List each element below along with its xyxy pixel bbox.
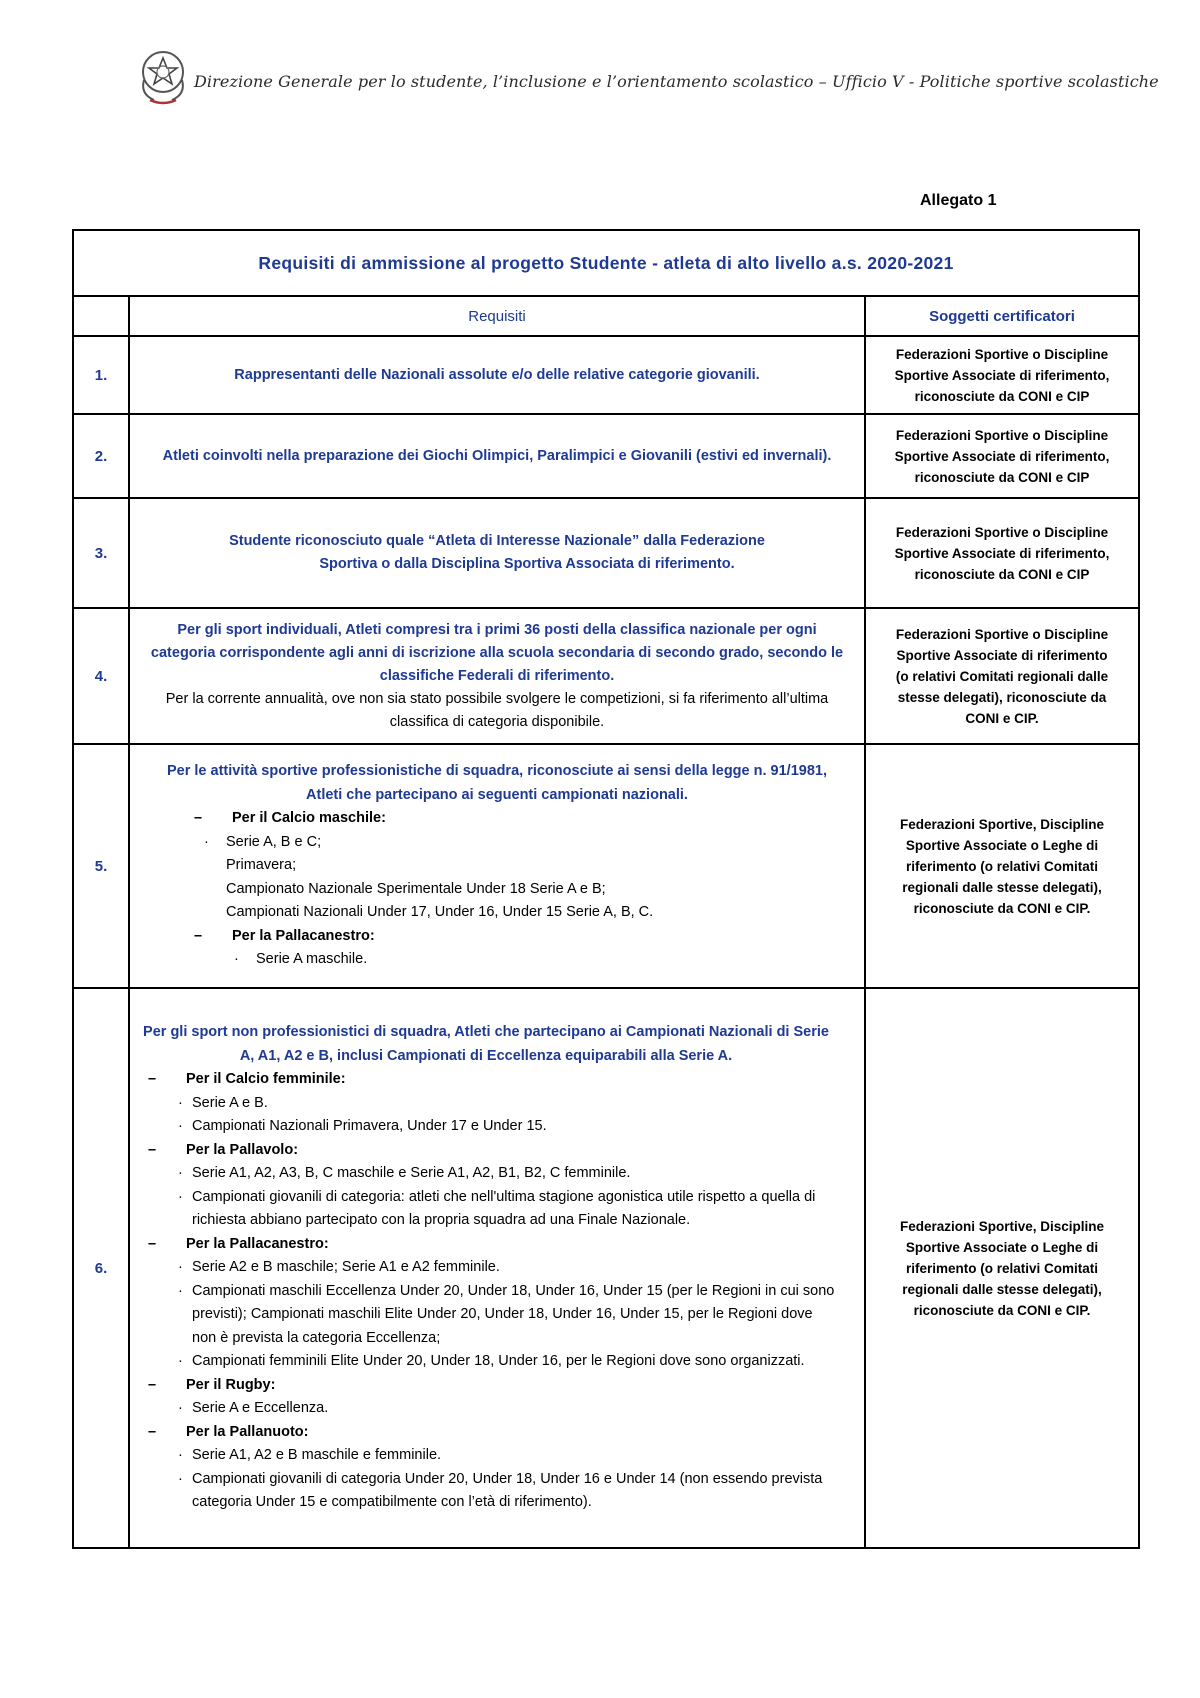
certifier-line: regionali dalle stesse delegati), bbox=[902, 1281, 1102, 1297]
certifier-line: riconosciute da CONI e CIP bbox=[914, 388, 1090, 404]
list-item: · Serie A1, A2, A3, B, C maschile e Serie A1, A2, B1, B2, C femminile. bbox=[136, 1162, 836, 1186]
requirement-text bbox=[129, 988, 865, 1548]
table-row bbox=[73, 608, 1139, 744]
list-item: · Campionati giovanili di categoria: atleti che nell'ultima stagione agonistica utile rispetto a quella di richiesta abbiano partecipato con la propria squadra ad una Finale Nazionale. bbox=[136, 1186, 836, 1233]
page-header bbox=[136, 46, 1159, 108]
list-item: Primavera; bbox=[226, 857, 297, 874]
certifier-cell bbox=[865, 498, 1139, 608]
requirement-note: Per la corrente annualità, ove non sia stato possibile svolgere le competizioni, si fa riferimento all’ultima classifica di categoria disponibile. bbox=[165, 690, 829, 730]
requirement-text bbox=[129, 608, 865, 744]
list-item: Campionato Nazionale Sperimentale Under 18 Serie A e B; bbox=[226, 880, 606, 897]
sport-heading: – Per la Pallanuoto: bbox=[136, 1421, 836, 1445]
certifier-line: riconosciute da CONI e CIP. bbox=[913, 900, 1091, 916]
list-item: · Campionati femminili Elite Under 20, Under 18, Under 16, per le Regioni dove sono organizzati. bbox=[136, 1350, 836, 1374]
sport-heading: – Per il Calcio maschile: bbox=[144, 807, 850, 831]
certifier-line: Sportive Associate o Leghe di bbox=[905, 1239, 1099, 1255]
certifier-line: riconosciute da CONI e CIP bbox=[914, 566, 1090, 582]
list-item: · Serie A2 e B maschile; Serie A1 e A2 femminile. bbox=[136, 1256, 836, 1280]
certifier-line: riferimento (o relativi Comitati bbox=[905, 858, 1099, 874]
row-number: 3. bbox=[73, 498, 129, 608]
table-title: Requisiti di ammissione al progetto Studente - atleta di alto livello a.s. 2020-2021 bbox=[73, 230, 1139, 296]
certifier-cell bbox=[865, 414, 1139, 498]
requirement-line: Sportiva o dalla Disciplina Sportiva Associata di riferimento. bbox=[319, 556, 735, 572]
requirement-main: Per gli sport individuali, Atleti compresi tra i primi 36 posti della classifica nazionale per ogni categoria corrispondente agli anni di iscrizione alla scuola secondaria di secondo grado, secondo le classifiche Federali di riferimento. bbox=[150, 621, 844, 684]
certifier-line: Sportive Associate di riferimento, bbox=[894, 367, 1110, 383]
row-number: 5. bbox=[73, 744, 129, 988]
certifier-line: regionali dalle stesse delegati), bbox=[902, 879, 1102, 895]
certifier-line: Federazioni Sportive o Discipline bbox=[895, 346, 1109, 362]
requirement-text: Atleti coinvolti nella preparazione dei Giochi Olimpici, Paralimpici e Giovanili (estivi ed invernali). bbox=[129, 414, 865, 498]
header-empty-cell bbox=[73, 296, 129, 336]
certifier-line: Federazioni Sportive, Discipline bbox=[899, 816, 1105, 832]
certifier-line: Federazioni Sportive o Discipline bbox=[895, 524, 1109, 540]
list-item: · Serie A maschile. bbox=[144, 948, 850, 972]
table-header-row bbox=[73, 296, 1139, 336]
table-row bbox=[73, 744, 1139, 988]
requirement-text: Rappresentanti delle Nazionali assolute e/o delle relative categorie giovanili. bbox=[129, 336, 865, 414]
list-item: · Serie A e B. bbox=[136, 1092, 836, 1116]
requirement-text bbox=[129, 744, 865, 988]
certifier-line: stesse delegati), riconosciute da bbox=[897, 689, 1107, 705]
list-item: · Campionati maschili Eccellenza Under 20, Under 18, Under 16, Under 15 (per le Regioni in cui sono previsti); Campionati maschili Elite Under 20, Under 18, Under 16, Under 15, per le Regioni dove non è prevista la categoria Eccellenza; bbox=[136, 1280, 836, 1351]
table-row bbox=[73, 498, 1139, 608]
certifier-line: Federazioni Sportive o Discipline bbox=[895, 626, 1109, 642]
list-item: · Campionati Nazionali Primavera, Under 17 e Under 15. bbox=[136, 1115, 836, 1139]
certifier-cell bbox=[865, 744, 1139, 988]
certifier-cell bbox=[865, 988, 1139, 1548]
sport-heading: – Per la Pallacanestro: bbox=[136, 1233, 836, 1257]
row-number: 2. bbox=[73, 414, 129, 498]
column-header-requisiti: Requisiti bbox=[129, 296, 865, 336]
sport-heading: – Per il Calcio femminile: bbox=[136, 1068, 836, 1092]
certifier-line: Federazioni Sportive o Discipline bbox=[895, 427, 1109, 443]
certifier-line: Federazioni Sportive, Discipline bbox=[899, 1218, 1105, 1234]
table-row bbox=[73, 336, 1139, 414]
certifier-line: Sportive Associate di riferimento bbox=[896, 647, 1108, 663]
list-item: · Serie A1, A2 e B maschile e femminile. bbox=[136, 1444, 836, 1468]
italian-republic-emblem-icon bbox=[136, 46, 190, 106]
table-row bbox=[73, 414, 1139, 498]
requirement-line: Studente riconosciuto quale “Atleta di Interesse Nazionale” dalla Federazione bbox=[229, 533, 765, 549]
requirements-table bbox=[72, 229, 1140, 1549]
certifier-line: Sportive Associate o Leghe di bbox=[905, 837, 1099, 853]
certifier-line: riconosciute da CONI e CIP. bbox=[913, 1302, 1091, 1318]
row-number: 1. bbox=[73, 336, 129, 414]
certifier-line: Sportive Associate di riferimento, bbox=[894, 545, 1110, 561]
certifier-line: riconosciute da CONI e CIP bbox=[914, 469, 1090, 485]
requirement-intro: Per le attività sportive professionistiche di squadra, riconosciute ai sensi della legge n. 91/1981, Atleti che partecipano ai seguenti campionati nazionali. bbox=[167, 763, 827, 803]
certifier-line: (o relativi Comitati regionali dalle bbox=[895, 668, 1109, 684]
list-item: · Campionati giovanili di categoria Under 20, Under 18, Under 16 e Under 14 (non essendo prevista categoria Under 15 e compatibilmente con l’età di riferimento). bbox=[136, 1468, 836, 1515]
row-number: 4. bbox=[73, 608, 129, 744]
certifier-line: Sportive Associate di riferimento, bbox=[894, 448, 1110, 464]
requirement-text bbox=[129, 498, 865, 608]
table-row bbox=[73, 988, 1139, 1548]
table-title-row bbox=[73, 230, 1139, 296]
sport-heading: – Per il Rugby: bbox=[136, 1374, 836, 1398]
row-number: 6. bbox=[73, 988, 129, 1548]
list-item: · Serie A, B e C; bbox=[144, 831, 850, 855]
certifier-cell bbox=[865, 608, 1139, 744]
sport-heading: – Per la Pallavolo: bbox=[136, 1139, 836, 1163]
certifier-cell bbox=[865, 336, 1139, 414]
list-item: Campionati Nazionali Under 17, Under 16, Under 15 Serie A, B, C. bbox=[226, 904, 654, 921]
column-header-soggetti: Soggetti certificatori bbox=[865, 296, 1139, 336]
list-item: · Serie A e Eccellenza. bbox=[136, 1397, 836, 1421]
certifier-line: CONI e CIP. bbox=[965, 710, 1039, 726]
sport-heading: – Per la Pallacanestro: bbox=[144, 925, 850, 949]
requirement-intro: Per gli sport non professionistici di squadra, Atleti che partecipano ai Campionati Nazionali di Serie A, A1, A2 e B, inclusi Campionati di Eccellenza equiparabili alla Serie A. bbox=[143, 1024, 829, 1064]
annex-label: Allegato 1 bbox=[920, 192, 997, 209]
header-office-text: Direzione Generale per lo studente, l’inclusione e l’orientamento scolastico – Ufficio V - Politiche sportive scolastiche bbox=[194, 72, 1159, 91]
certifier-line: riferimento (o relativi Comitati bbox=[905, 1260, 1099, 1276]
